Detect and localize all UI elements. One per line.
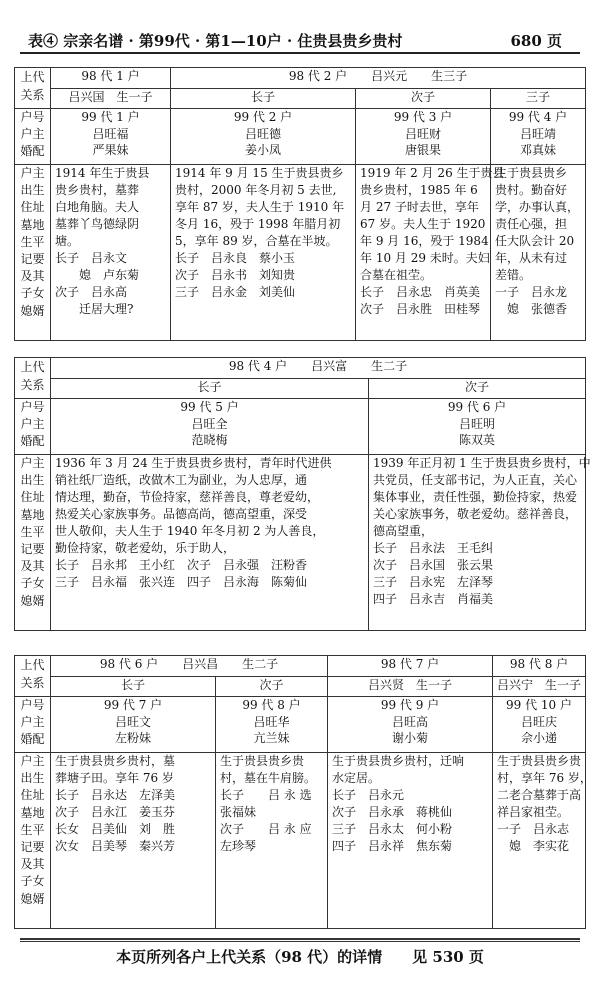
biography-cell: 1914 年 9 月 15 生于贵县贵乡 贵村，2000 年冬月初 5 去世, 享年 87 岁，夫人生于 1910 年 冬月 16，殁于 1998 年腊月初 5，享年 89 岁，合墓在半坡。 长子 吕永良 蔡小玉 次子 吕永书 刘知贵 三子 吕永金 刘美仙 [171,165,356,341]
household-number: 99 代 4 户 [508,110,568,124]
spouse-name: 左粉妹 [114,731,151,745]
relation-label: 上代 关系 [15,68,51,109]
page-number: 680 页 [510,32,562,50]
relation-label: 上代 关系 [15,656,51,697]
info-label: 户号 户主 婚配 [15,109,51,165]
genealogy-table-2 [14,357,591,631]
biography-cell: 生于贵县贵乡贵 村，享年 76 岁， 二老合墓葬于高 祥吕家祖茔。 一子 吕永志 媳 李实花 [493,753,586,929]
parent-household-cell: 98 代 6 户 吕兴昌 生二子 [51,656,328,677]
genealogy-table-3 [14,655,592,929]
spouse-name: 谢小菊 [392,731,429,745]
bio-label: 户主 出生 住址 墓地 生平 记要 及其 子女 媳婿 [15,753,51,929]
household-head: 吕旺明 [459,416,496,431]
spouse-name: 范晓梅 [191,433,228,447]
spouse-name: 姜小凤 [244,143,281,157]
bio-label: 户主 出生 住址 墓地 生平 记要 及其 子女 媳婿 [15,165,51,341]
household-info-cell [493,697,586,753]
household-head: 吕旺高 [392,714,429,729]
household-head: 吕旺靖 [520,126,557,141]
genealogy-table-1 [14,67,586,341]
household-number: 99 代 1 户 [81,110,140,124]
spouse-name: 邓真妹 [520,143,557,157]
footer-note: 本页所列各户上代关系（98 代）的详情 见 530 页 [116,948,484,966]
biography-cell: 1936 年 3 月 24 生于贵县贵乡贵村，青年时代进供 销社纸厂造纸，改做木工为副业，为人忠厚，通 情达理，勤奋，节俭持家，慈祥善良，尊老爱幼， 热爱关心家族事务。品德高尚，德高望重，深受 世人敬仰，夫人生于 1940 年冬月初 2 为人善良， 勤俭持家，敬老爱幼，乐于助人， 长子 吕永邦 王小红 次子 吕永强 汪粉香 三子 吕永福 张兴连 四子 吕永海 陈菊仙 [51,455,369,631]
header-rule [20,52,580,54]
household-head: 吕旺德 [244,126,281,141]
household-info-cell [51,109,171,165]
household-info-cell [328,697,493,753]
spouse-name: 亢兰妹 [253,731,290,745]
page-header [20,30,580,52]
parent-name-cell: 吕兴贤 生一子 [328,677,493,697]
biography-cell: 生于贵县贵乡 贵村。勤奋好 学，办事认真， 责任心强，担 任大队会计 20 年，从未有过 差错。 一子 吕永龙 媳 张德香 [491,165,586,341]
household-head: 吕旺财 [404,126,441,141]
son-order-cell: 长子 [51,379,369,399]
parent-name-cell: 吕兴国 生一子 [51,89,171,109]
parent-household-cell: 98 代 8 户 [493,656,586,677]
son-order-cell: 次子 [356,89,491,109]
household-info-cell [51,399,369,455]
household-number: 99 代 9 户 [380,698,440,712]
parent-household-cell: 98 代 2 户 吕兴元 生三子 [171,68,586,89]
footer-rule [20,938,580,940]
parent-household-cell: 98 代 4 户 吕兴富 生二子 [51,358,586,379]
parent-household-cell: 98 代 1 户 [51,68,171,89]
son-order-cell: 次子 [369,379,586,399]
household-number: 99 代 8 户 [242,698,301,712]
biography-cell: 生于贵县贵乡贵村，迁响 水定居。 长子 吕永元 次子 吕永承 蒋桃仙 三子 吕永太 何小粉 四子 吕永祥 焦东菊 [328,753,493,929]
household-number: 99 代 5 户 [180,400,239,414]
footer-rule [20,941,580,942]
household-number: 99 代 10 户 [506,698,572,712]
household-info-cell [51,697,216,753]
household-head: 吕旺全 [191,416,228,431]
spouse-name: 唐银果 [404,143,441,157]
son-order-cell: 长子 [51,677,216,697]
page-title: 表④ 宗亲名谱 · 第99代 · 第1—10户 · 住贵县贵乡贵村 [28,32,403,50]
spouse-name: 陈双英 [459,433,496,447]
household-number: 99 代 7 户 [103,698,163,712]
spouse-name: 严果妹 [92,143,129,157]
household-number: 99 代 2 户 [233,110,293,124]
parent-household-cell: 98 代 7 户 [328,656,493,677]
biography-cell: 生于贵县贵乡贵村，墓 葬塘子田。享年 76 岁 长子 吕永达 左泽美 次子 吕永江 姜玉芬 长女 吕美仙 刘 胜 次女 吕美琴 秦兴芳 [51,753,216,929]
household-number: 99 代 3 户 [393,110,453,124]
bio-label: 户主 出生 住址 墓地 生平 记要 及其 子女 媳婿 [15,455,51,631]
household-number: 99 代 6 户 [447,400,507,414]
household-head: 吕旺文 [114,714,151,729]
household-head: 吕旺庆 [521,714,558,729]
son-order-cell: 长子 [171,89,356,109]
biography-cell: 1939 年正月初 1 生于贵县贵乡贵村，中 共党员，任支部书记，为人正直，关心 集体事业，责任性强，勤俭持家，热爱 关心家族事务，敬老爱幼。慈祥善良， 德高望重， 长子 吕永法 王毛纠 次子 吕永国 张云果 三子 吕永宪 左泽琴 四子 吕永吉 肖福美 [369,455,586,631]
son-order-cell: 次子 [216,677,328,697]
household-head: 吕旺华 [253,714,290,729]
household-info-cell [369,399,586,455]
info-label: 户号 户主 婚配 [15,697,51,753]
parent-name-cell: 吕兴宁 生一子 [493,677,586,697]
household-info-cell [171,109,356,165]
household-info-cell [216,697,328,753]
son-order-cell: 三子 [491,89,586,109]
household-info-cell [356,109,491,165]
biography-cell: 1914 年生于贵县 贵乡贵村，墓葬 白地角脑。夫人 墓葬丫鸟德绿阴 塘。 长子 吕永文 媳 卢东菊 次子 吕永高 迁居大理? [51,165,171,341]
spouse-name: 佘小递 [521,731,558,745]
household-info-cell [491,109,586,165]
biography-cell: 1919 年 2 月 26 生于贵县 贵乡贵村，1985 年 6 月 27 子时去世，享年 67 岁。夫人生于 1920 年 9 月 16，殁于 1984 年 10 月 29 未时。夫妇 合墓在祖茔。 长子 吕永忠 肖英美 次子 吕永胜 田桂琴 [356,165,491,341]
info-label: 户号 户主 婚配 [15,399,51,455]
household-head: 吕旺福 [92,126,129,141]
biography-cell: 生于贵县贵乡贵 村，墓在牛肩膀。 长子 吕 永 选 张福妹 次子 吕 永 应 左珍琴 [216,753,328,929]
relation-label: 上代 关系 [15,358,51,399]
